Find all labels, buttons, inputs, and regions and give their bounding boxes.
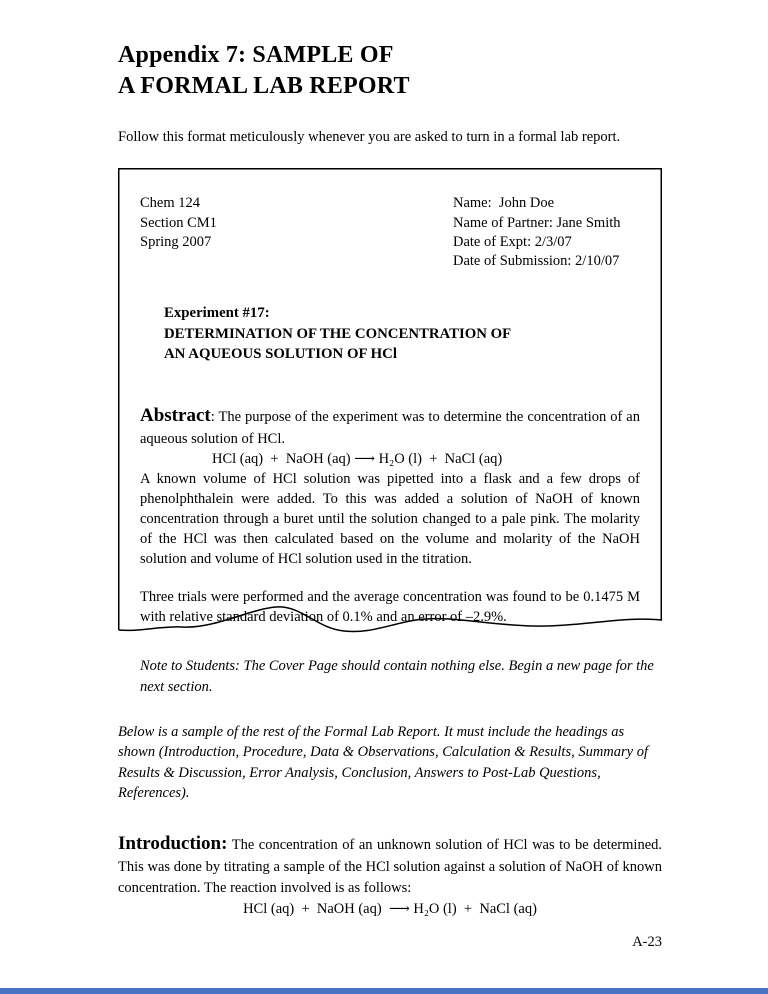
submission-date: Date of Submission: 2/10/07: [453, 252, 620, 269]
format-instruction: Follow this format meticulously whenever you are asked to turn in a formal lab report.: [118, 129, 621, 146]
abstract-paragraph: [140, 403, 640, 449]
experiment-heading: [164, 303, 640, 365]
page-title-line1: Appendix 7: SAMPLE OF: [118, 42, 394, 68]
cover-page-box: [118, 168, 662, 638]
report-sections-note: Below is a sample of the rest of the Formal Lab Report. It must include the headings as shown (Introduction, Procedure, Data & Observations, Calculation & Results, Summary of Results & Discussion, Error Analysis, Conclusion, Answers to Post-Lab Questions, References).: [118, 723, 649, 802]
cover-header-left: [140, 194, 453, 271]
abstract-lead-text: : The purpose of the experiment was to determine the concentration of an aqueous solution of HCl.: [140, 409, 640, 448]
abstract-reaction-equation: HCl (aq) + NaOH (aq) ⟶ H₂O (l) + NaCl (aq): [212, 451, 503, 468]
introduction-reaction-equation: HCl (aq) + NaOH (aq) ⟶ H₂O (l) + NaCl (aq): [243, 901, 537, 918]
term-label: Spring 2007: [140, 233, 212, 250]
introduction-paragraph: [118, 830, 662, 900]
experiment-title-line1: DETERMINATION OF THE CONCENTRATION OF: [164, 325, 512, 342]
page-number: A-23: [632, 934, 662, 951]
section-label: Section CM1: [140, 214, 217, 231]
introduction-label: Introduction:: [118, 832, 228, 854]
experiment-title-line2: AN AQUEOUS SOLUTION OF HCl: [164, 346, 397, 363]
bottom-edge-bar: [0, 988, 768, 994]
experiment-number: Experiment #17:: [164, 304, 270, 321]
introduction-text: The concentration of an unknown solution of HCl was to be determined. This was done by titrating a sample of the HCl solution against a solution of NaOH of known concentration. The reaction involved is as follows:: [118, 836, 662, 897]
experiment-date: Date of Expt: 2/3/07: [453, 233, 572, 250]
partner-name: Name of Partner: Jane Smith: [453, 214, 621, 231]
page-title-line2: A FORMAL LAB REPORT: [118, 72, 410, 99]
cover-header-right: [453, 194, 621, 271]
course-label: Chem 124: [140, 195, 201, 212]
note-to-students: Note to Students: The Cover Page should contain nothing else. Begin a new page for the next section.: [140, 658, 654, 696]
cover-page-inner: [118, 168, 662, 627]
page-title: [118, 40, 662, 101]
abstract-label: Abstract: [140, 405, 211, 427]
cover-header: [140, 194, 640, 271]
abstract-body: A known volume of HCl solution was pipetted into a flask and a few drops of phenolphthalein were added. To this was added a solution of NaOH of known concentration through a buret until the solution changed to a pale pink. The molarity of the HCl was then calculated based on the volume and molarity of the NaOH solution and volume of HCl solution used in the titration.: [140, 471, 640, 568]
student-name: Name: John Doe: [453, 195, 555, 212]
abstract-summary: Three trials were performed and the average concentration was found to be 0.1475 M with relative standard deviation of 0.1% and an error of –2.9%.: [140, 589, 640, 626]
